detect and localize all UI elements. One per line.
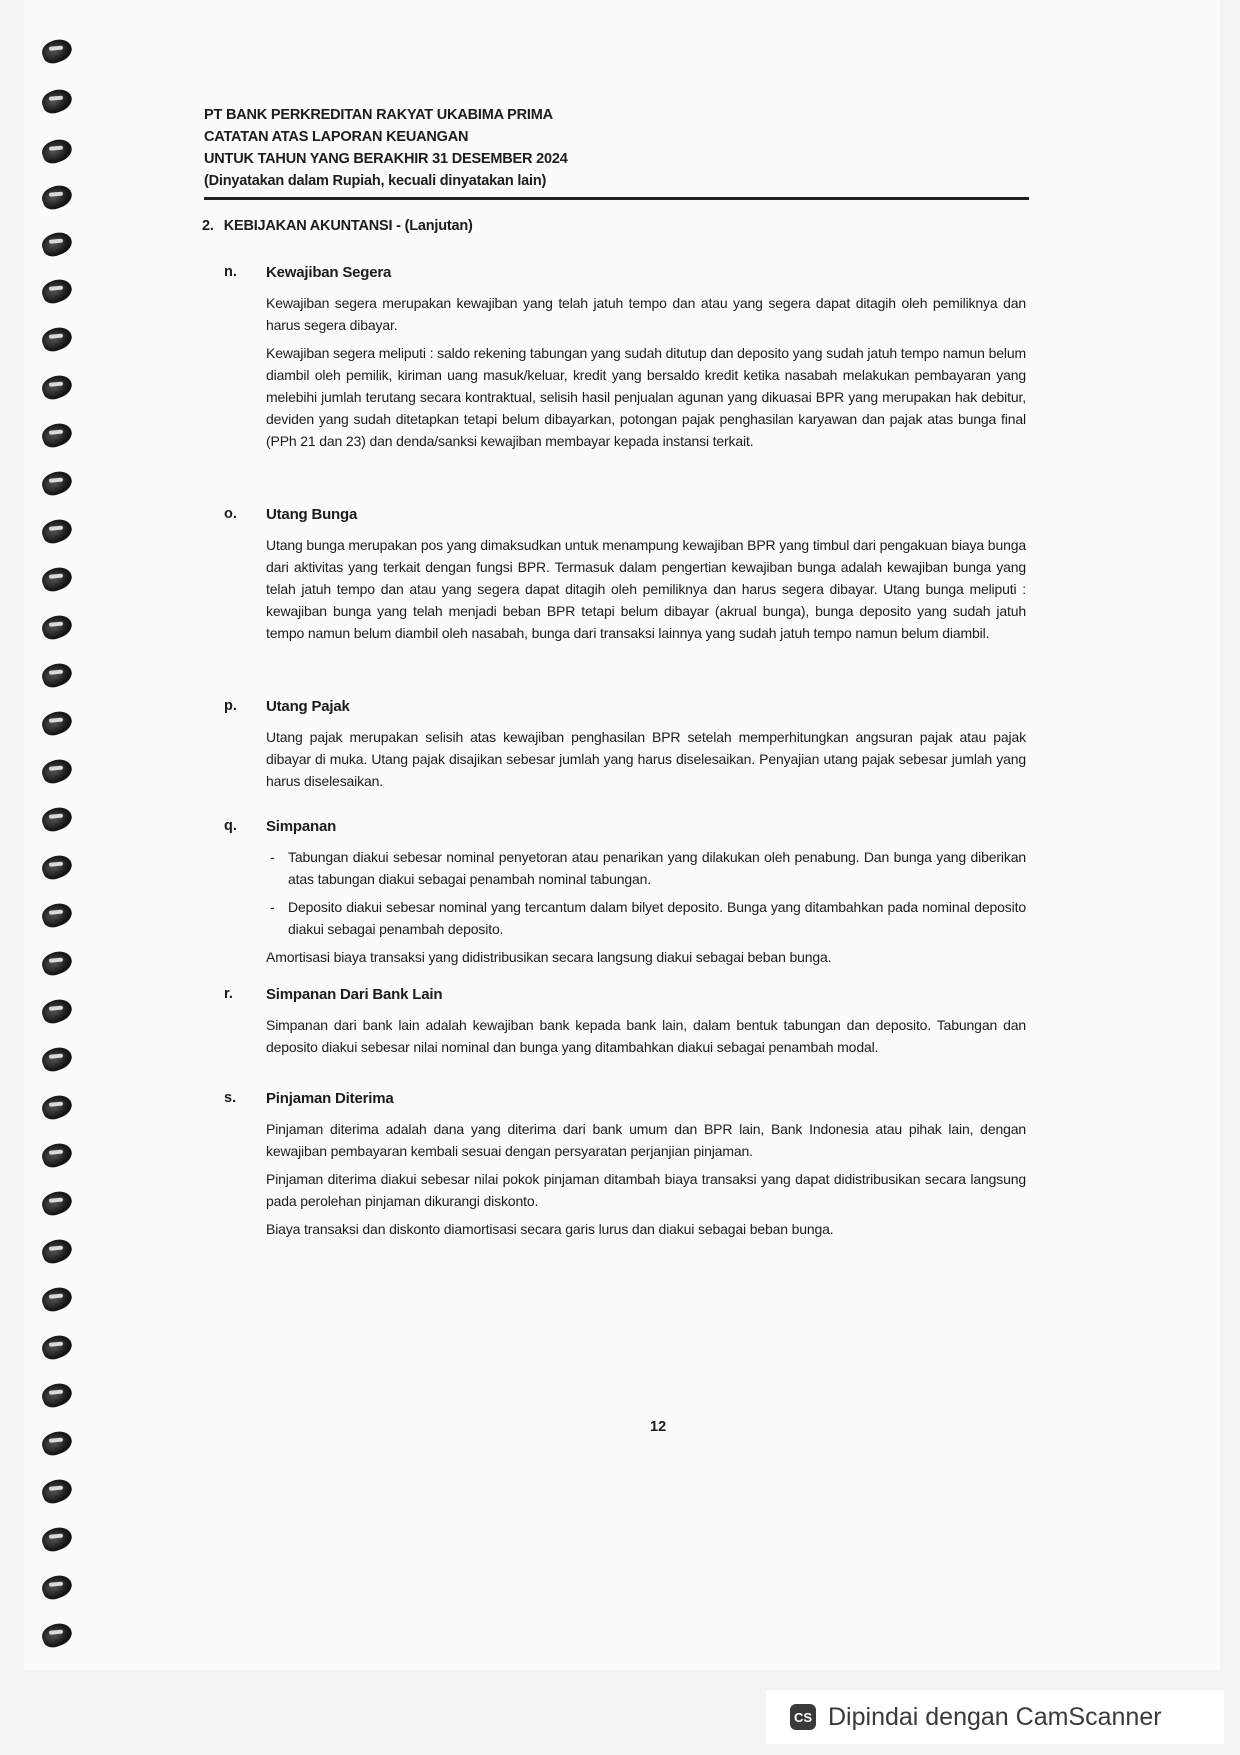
- binding-ring-icon: [39, 420, 75, 451]
- item-letter: n.: [224, 264, 237, 280]
- binding-ring-icon: [39, 468, 75, 499]
- spiral-binding: [42, 40, 82, 1660]
- binding-ring-icon: [39, 1332, 75, 1363]
- camscanner-watermark: [766, 1690, 1224, 1744]
- section-title: KEBIJAKAN AKUNTANSI - (Lanjutan): [223, 218, 473, 234]
- binding-ring-icon: [39, 708, 75, 739]
- item-heading: Kewajiban Segera: [266, 264, 392, 281]
- currency-note: (Dinyatakan dalam Rupiah, kecuali dinyatakan lain): [204, 173, 547, 189]
- binding-ring-icon: [39, 136, 75, 167]
- company-name: PT BANK PERKREDITAN RAKYAT UKABIMA PRIMA: [204, 107, 553, 123]
- binding-ring-icon: [39, 612, 75, 643]
- binding-ring-icon: [39, 276, 75, 307]
- item-heading: Pinjaman Diterima: [266, 1090, 394, 1107]
- header-divider: [204, 197, 1029, 200]
- binding-ring-icon: [39, 182, 75, 213]
- binding-ring-icon: [39, 1572, 75, 1603]
- item-letter: o.: [224, 506, 237, 522]
- binding-ring-icon: [39, 804, 75, 835]
- binding-ring-icon: [39, 1092, 75, 1123]
- bullet-item: - Deposito diakui sebesar nominal yang tercantum dalam bilyet deposito. Bunga yang ditambahkan pada nominal deposito diakui sebagai penambah deposito.: [266, 896, 1026, 940]
- item-heading: Utang Bunga: [266, 506, 358, 523]
- item-heading: Simpanan: [266, 818, 337, 835]
- binding-ring-icon: [39, 1620, 75, 1651]
- document-page: [24, 0, 1220, 1670]
- binding-ring-icon: [39, 1524, 75, 1555]
- item-body: [266, 292, 1026, 458]
- item-letter: s.: [224, 1090, 237, 1106]
- item-paragraph: Pinjaman diterima adalah dana yang diterima dari bank umum dan BPR lain, Bank Indonesia atau pihak lain, dengan kewajiban pembayaran kembali sesuai dengan persyaratan perjanjian pinjaman.: [266, 1121, 1026, 1159]
- page-number: 12: [650, 1419, 667, 1435]
- item-paragraph: Kewajiban segera merupakan kewajiban yang telah jatuh tempo dan atau yang segera dapat ditagih oleh pemiliknya dan harus segera dibayar.: [266, 295, 1026, 333]
- camscanner-text: Dipindai dengan CamScanner: [828, 1702, 1162, 1731]
- item-letter: q.: [224, 818, 237, 834]
- item-paragraph: Amortisasi biaya transaksi yang didistribusikan secara langsung diakui sebagai beban bunga.: [266, 949, 832, 965]
- item-body: [266, 534, 1026, 650]
- binding-ring-icon: [39, 1380, 75, 1411]
- item-heading: Utang Pajak: [266, 698, 350, 715]
- document-title: CATATAN ATAS LAPORAN KEUANGAN: [204, 129, 469, 145]
- binding-ring-icon: [39, 996, 75, 1027]
- item-body: [266, 726, 1026, 798]
- section-heading: [202, 218, 483, 234]
- binding-ring-icon: [39, 1044, 75, 1075]
- binding-ring-icon: [39, 516, 75, 547]
- item-paragraph: Kewajiban segera meliputi : saldo rekening tabungan yang sudah ditutup dan deposito yang sudah jatuh tempo namun belum diambil oleh pemilik, kiriman uang masuk/keluar, kredit yang bersaldo kredit ketika nasabah melakukan pembayaran yang melebihi jumlah terutang secara kontraktual, selisih hasil penjualan agunan yang dikuasai BPR yang merupakan hak debitur, deviden yang sudah ditetapkan tetapi belum dibayarkan, potongan pajak penghasilan karyawan dan pajak atas bunga final (PPh 21 dan 23) dan denda/sanksi kewajiban membayar kepada instansi terkait.: [266, 345, 1026, 449]
- binding-ring-icon: [39, 660, 75, 691]
- binding-ring-icon: [39, 1428, 75, 1459]
- item-letter: p.: [224, 698, 237, 714]
- binding-ring-icon: [39, 852, 75, 883]
- binding-ring-icon: [39, 36, 75, 67]
- binding-ring-icon: [39, 86, 75, 117]
- item-body: [266, 1014, 1026, 1064]
- binding-ring-icon: [39, 564, 75, 595]
- item-body: [266, 846, 1026, 974]
- document-header: [204, 104, 1024, 192]
- reporting-period: UNTUK TAHUN YANG BERAKHIR 31 DESEMBER 2024: [204, 151, 568, 167]
- binding-ring-icon: [39, 948, 75, 979]
- binding-ring-icon: [39, 324, 75, 355]
- binding-ring-icon: [39, 229, 75, 260]
- item-letter: r.: [224, 986, 233, 1002]
- item-paragraph: Pinjaman diterima diakui sebesar nilai pokok pinjaman ditambah biaya transaksi yang dapat didistribusikan secara langsung pada perolehan pinjaman dikurangi diskonto.: [266, 1171, 1026, 1209]
- binding-ring-icon: [39, 900, 75, 931]
- binding-ring-icon: [39, 1188, 75, 1219]
- binding-ring-icon: [39, 1236, 75, 1267]
- binding-ring-icon: [39, 1476, 75, 1507]
- item-body: [266, 1118, 1026, 1246]
- item-heading: Simpanan Dari Bank Lain: [266, 986, 443, 1003]
- binding-ring-icon: [39, 756, 75, 787]
- bullet-item: - Tabungan diakui sebesar nominal penyetoran atau penarikan yang dilakukan oleh penabung. Dan bunga yang diberikan atas tabungan diakui sebagai penambah nominal tabungan.: [266, 846, 1026, 890]
- binding-ring-icon: [39, 1284, 75, 1315]
- item-paragraph: Utang pajak merupakan selisih atas kewajiban penghasilan BPR setelah memperhitungkan angsuran pajak atau pajak dibayar di muka. Utang pajak disajikan sebesar jumlah yang harus diselesaikan. Penyajian utang pajak sebesar jumlah yang harus diselesaikan.: [266, 729, 1026, 789]
- binding-ring-icon: [39, 1140, 75, 1171]
- item-paragraph: Utang bunga merupakan pos yang dimaksudkan untuk menampung kewajiban BPR yang timbul dari pengakuan biaya bunga dari aktivitas yang terkait dengan fungsi BPR. Termasuk dalam pengertian kewajiban bunga adalah kewajiban bunga yang telah jatuh tempo dan atau yang segera dapat ditagih oleh pemiliknya dan harus segera dibayar. Utang bunga meliputi : kewajiban bunga yang telah menjadi beban BPR tetapi belum dibayar (akrual bunga), bunga deposito yang sudah jatuh tempo namun belum diambil oleh nasabah, bunga dari transaksi lainnya yang sudah jatuh tempo namun belum diambil.: [266, 537, 1026, 641]
- item-paragraph: Simpanan dari bank lain adalah kewajiban bank kepada bank lain, dalam bentuk tabungan dan deposito. Tabungan dan deposito diakui sebesar nilai nominal dan bunga yang ditambahkan diakui sebagai penambah modal.: [266, 1017, 1026, 1055]
- camscanner-logo-icon: CS: [790, 1704, 816, 1730]
- section-number: 2.: [202, 218, 214, 234]
- item-paragraph: Biaya transaksi dan diskonto diamortisasi secara garis lurus dan diakui sebagai beban bunga.: [266, 1221, 834, 1237]
- binding-ring-icon: [39, 372, 75, 403]
